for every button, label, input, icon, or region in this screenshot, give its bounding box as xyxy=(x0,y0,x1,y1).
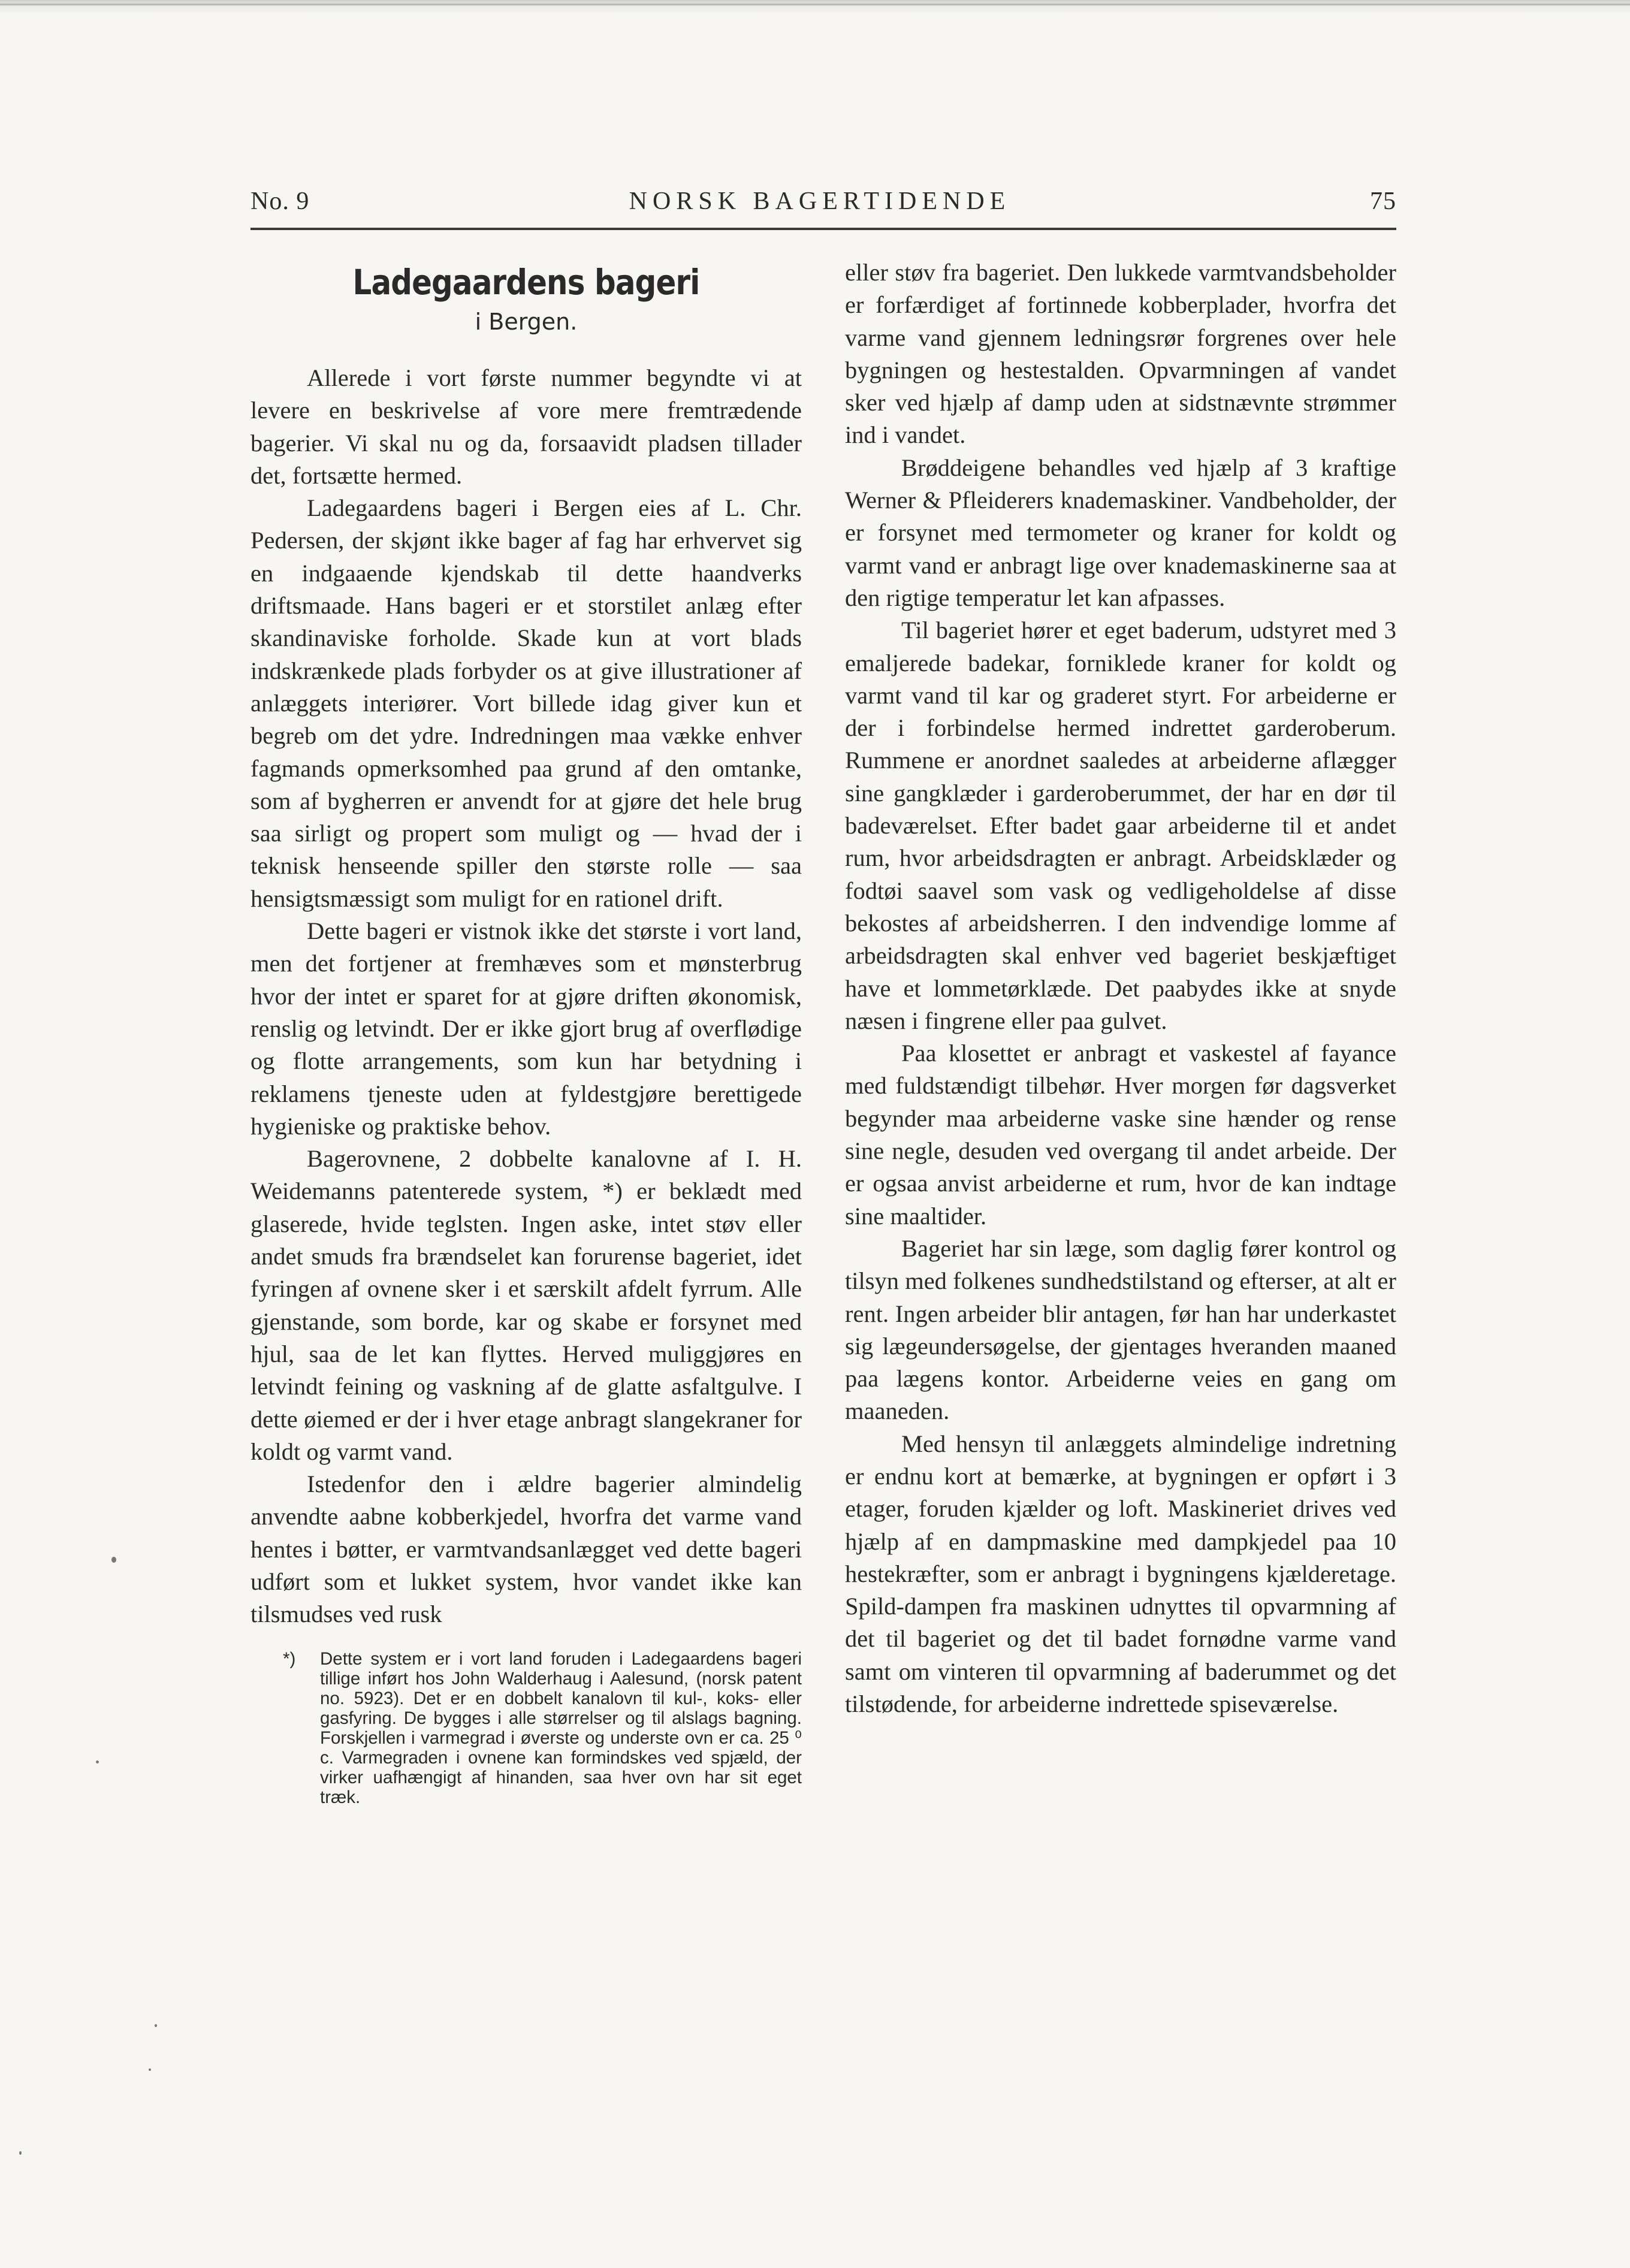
paragraph: eller støv fra bageriet. Den lukkede varmtvandsbeholder er forfærdiget af fortinnede kobberplader, hvorfra det varme vand gjennem ledningsrør forgrenes over hele bygningen og hestestalden. Opvarmningen af vandet sker ved hjælp af damp uden at sidstnævnte strømmer ind i vandet. xyxy=(845,259,1396,449)
article-title: Ladegaardens bageri xyxy=(352,262,700,303)
scan-top-edge xyxy=(0,0,1630,14)
article-subtitle: i Bergen. xyxy=(475,309,578,335)
paragraph: Dette bageri er vistnok ikke det største i vort land, men det fortjener at fremhæves som et mønsterbrug hvor der intet er sparet for at gjøre driften økonomisk, renslig og letvindt. Der er ikke gjort brug af overflødige og flotte arrangements, som kun har betydning i reklamens tjeneste uden at fyldestgjøre berettigede hygieniske og praktiske behov. xyxy=(250,917,802,1140)
paragraph: Ladegaardens bageri i Bergen eies af L. Chr. Pedersen, der skjønt ikke bager af fag har erhvervet sig en indgaaende kjendskab til dette haandverks driftsmaade. Hans bageri er et storstilet anlæg efter skandinaviske forholde. Skade kun at vort blads indskrænkede plads forbyder os at give illustrationer af anlæggets interiører. Vort billede idag giver kun et begreb om det ydre. Indredningen maa vække enhver fagmands opmerksomhed paa grund af den omtanke, som af bygherren er anvendt for at gjøre det hele brug saa sirligt og propert som muligt og — hvad der i teknisk henseende spiller den største rolle — saa hensigtsmæssigt som muligt for en rationel drift. xyxy=(250,494,802,912)
scan-speck xyxy=(19,2151,22,2155)
scan-speck xyxy=(111,1557,116,1563)
right-column xyxy=(845,256,1396,1720)
issue-number: No. 9 xyxy=(250,188,310,215)
scan-speck xyxy=(149,2068,151,2071)
paragraph: Istedenfor den i ældre bagerier almindelig anvendte aabne kobberkjedel, hvorfra det varme vand hentes i bøtter, er varmtvandsanlægget ved dette bageri udført som et lukket system, hvor vandet ikke kan tilsmudses ved rusk xyxy=(250,1470,802,1628)
paragraph: Bagerovnene, 2 dobbelte kanalovne af I. H. Weidemanns patenterede system, *) er beklædt med glaserede, hvide teglsten. Ingen aske, intet støv eller andet smuds fra brændselet kan forurense bageriet, idet fyringen af ovnene sker i et særskilt afdelt fyrrum. Alle gjenstande, som borde, kar og skabe er forsynet med hjul, saa de let kan flyttes. Herved muliggjøres en letvindt feining og vaskning af de glatte asfaltgulve. I dette øiemed er der i hver etage anbragt slangekraner for koldt og varmt vand. xyxy=(250,1145,802,1465)
footnote-text: Dette system er i vort land foruden i Ladegaardens bageri tillige inført hos John Walderhaug i Aalesund, (norsk patent no. 5923). Det er en dobbelt kanalovn til kul-, koks- eller gasfyring. De bygges i alle størrelser og til alslags bagning. Forskjellen i varmegrad i øverste og underste ovn er ca. 25 ⁰ c. Varmegraden i ovnene kan formindskes ved spjæld, der virker uafhængigt af hinanden, saa hver ovn har sit eget træk. xyxy=(320,1648,802,1807)
paragraph: Med hensyn til anlæggets almindelige indretning er endnu kort at bemærke, at bygningen er opført i 3 etager, foruden kjælder og loft. Maskineriet drives ved hjælp af en dampmaskine med dampkjedel paa 10 hestekræfter, som er anbragt i bygningens kjælderetage. Spild-dampen fra maskinen udnyttes til opvarmning af det til bageriet og det til badet fornødne varme vand samt om vinteren til opvarmning af baderummet og det tilstødende, for arbeiderne indrettede spiseværelse. xyxy=(845,1430,1396,1718)
scan-speck xyxy=(96,1760,99,1763)
paragraph: Til bageriet hører et eget baderum, udstyret med 3 emaljerede badekar, forniklede kraner for koldt og varmt vand til kar og graderet styrt. For arbeiderne er der i forbindelse hermed indrettet garderoberum. Rummene er anordnet saaledes at arbeiderne aflægger sine gangklæder i garderoberummet, der har en dør til badeværelset. Efter badet gaar arbeiderne til et andet rum, hvor arbeidsdragten er anbragt. Arbeidsklæder og fodtøi saavel som vask og vedligeholdelse af disse bekostes af arbeidsherren. I den indvendige lomme af arbeidsdragten skal enhver ved bageriet beskjæftiget have et lommetørklæde. Det paabydes ikke at snyde næsen i fingrene eller paa gulvet. xyxy=(845,617,1396,1034)
page-number: 75 xyxy=(1370,188,1396,215)
page-header xyxy=(250,187,1396,223)
footnote-mark: *) xyxy=(283,1648,296,1669)
paragraph: Paa klosettet er anbragt et vaskestel af fayance med fuldstændigt tilbehør. Hver morgen før dagsverket begynder maa arbeiderne vaske sine hænder og rense sine negle, desuden ved overgang til andet arbeide. Der er ogsaa anvist arbeiderne et rum, hvor de kan indtage sine maaltider. xyxy=(845,1040,1396,1230)
paragraph: Brøddeigene behandles ved hjælp af 3 kraftige Werner & Pfleiderers knademaskiner. Vandbeholder, der er forsynet med termometer og kraner for koldt og varmt vand er anbragt lige over knademaskinerne saa at den rigtige temperatur let kan afpasses. xyxy=(845,454,1396,611)
scan-speck xyxy=(155,2024,157,2027)
paragraph: Bageriet har sin læge, som daglig fører kontrol og tilsyn med folkenes sundhedstilstand og efterser, at alt er rent. Ingen arbeider blir antagen, før han har underkastet sig lægeundersøgelse, der gjentages hveranden maaned paa lægens kontor. Arbeiderne veies en gang om maaneden. xyxy=(845,1234,1396,1425)
paragraph: Allerede i vort første nummer begyndte vi at levere en beskrivelse af vore mere fremtrædende bagerier. Vi skal nu og da, forsaavidt pladsen tillader det, fortsætte hermed. xyxy=(250,364,802,489)
footnote xyxy=(250,1649,802,1807)
publication-title: NORSK BAGERTIDENDE xyxy=(629,188,1011,215)
header-rule xyxy=(250,228,1396,230)
scan-line xyxy=(0,4,1630,5)
left-column xyxy=(250,256,802,1807)
